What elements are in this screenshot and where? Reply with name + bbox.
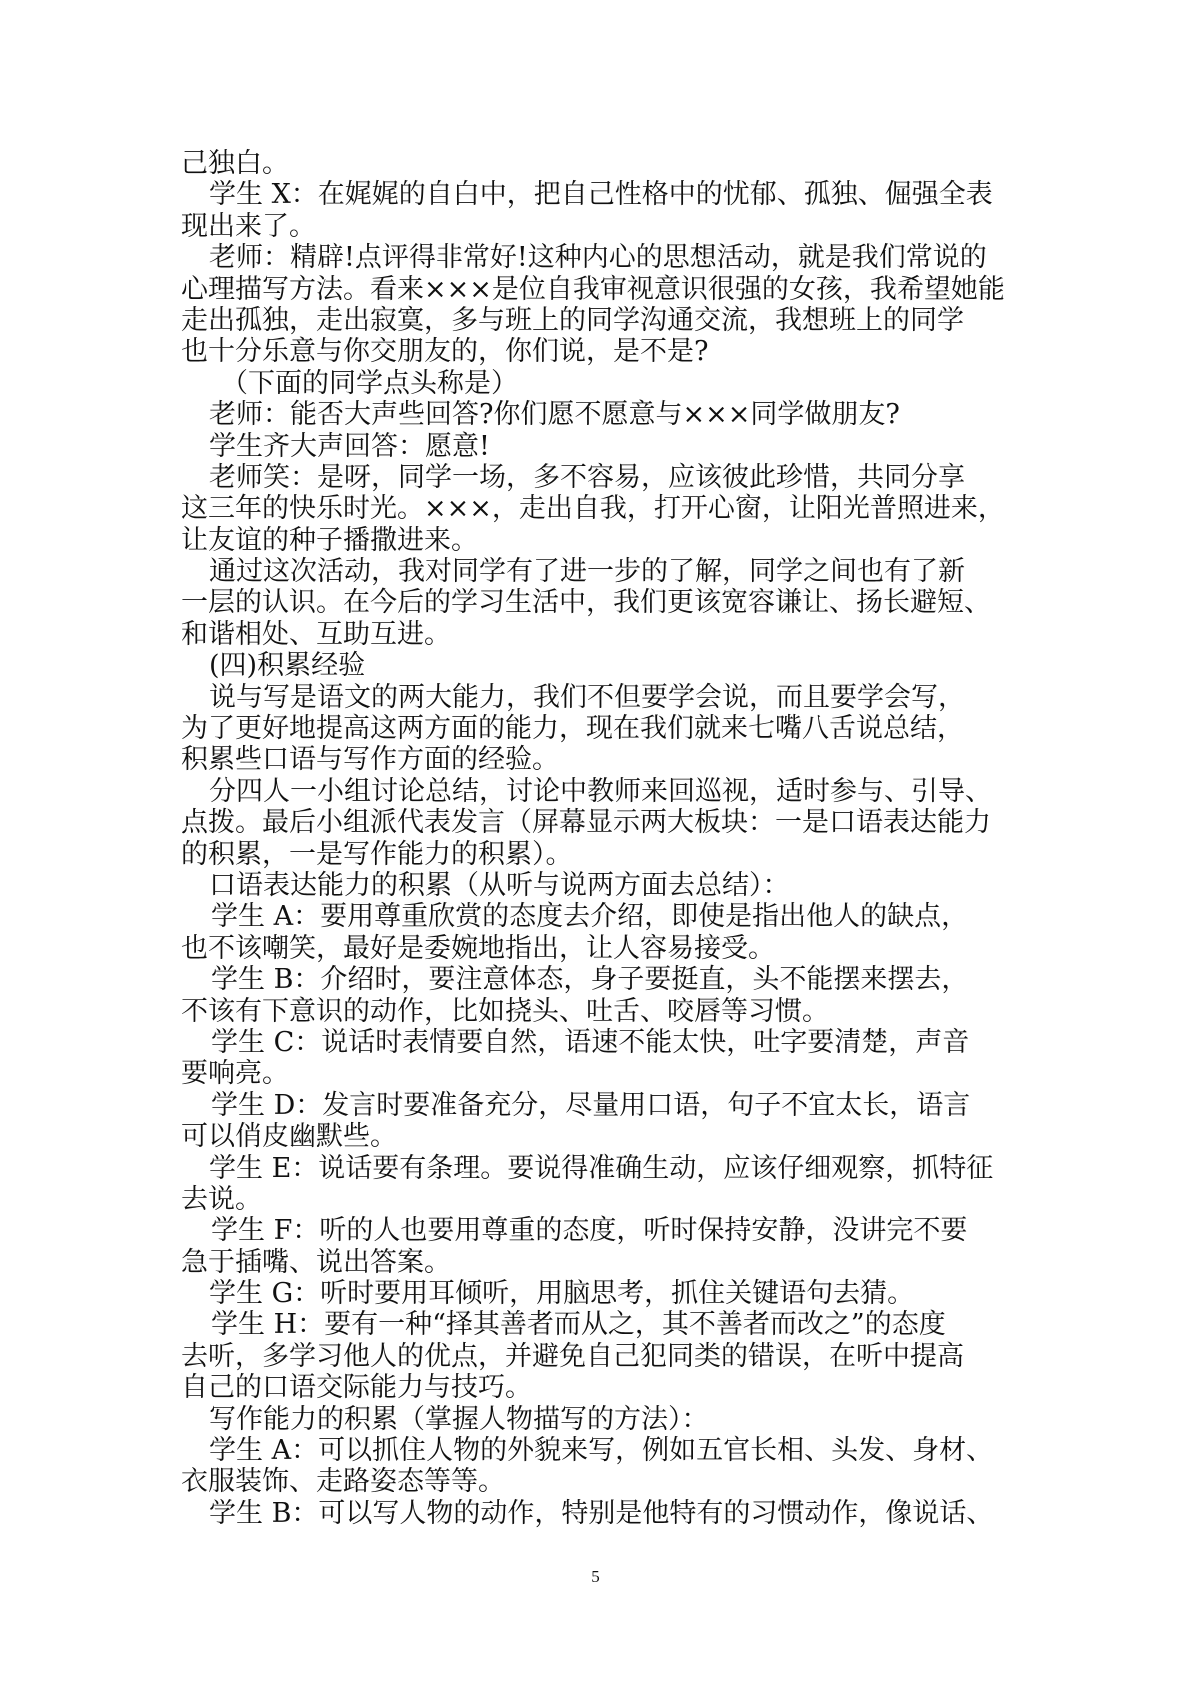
text-line: 分四人一小组讨论总结，讨论中教师来回巡视，适时参与、引导、 bbox=[209, 775, 992, 807]
text-line: 学生 F：听的人也要用尊重的态度，听时保持安静，没讲完不要 bbox=[211, 1215, 968, 1247]
section-heading: (四)积累经验 bbox=[209, 650, 366, 682]
text-line: 和谐相处、互助互进。 bbox=[181, 618, 451, 650]
text-line: 急于插嘴、说出答案。 bbox=[181, 1246, 451, 1278]
text-line: 这三年的快乐时光。×××，走出自我，打开心窗，让阳光普照进来， bbox=[181, 493, 1005, 525]
document-body bbox=[181, 148, 1016, 1529]
text-line: 积累些口语与写作方面的经验。 bbox=[181, 744, 559, 776]
text-line: 学生 E：说话要有条理。要说得准确生动，应该仔细观察，抓特征 bbox=[209, 1152, 994, 1184]
text-line: 学生 B：介绍时，要注意体态，身子要挺直，头不能摆来摆去， bbox=[211, 964, 969, 996]
text-line: 去听，多学习他人的优点，并避免自己犯同类的错误，在听中提高 bbox=[181, 1340, 964, 1372]
text-line: 学生 A：可以抓住人物的外貌来写，例如五官长相、头发、身材、 bbox=[209, 1435, 994, 1467]
text-line: 去说。 bbox=[181, 1183, 262, 1215]
text-line: 心理描写方法。看来×××是位自我审视意识很强的女孩，我希望她能 bbox=[181, 273, 1005, 305]
text-line: 己独白。 bbox=[181, 148, 289, 179]
text-line: 为了更好地提高这两方面的能力，现在我们就来七嘴八舌说总结， bbox=[181, 713, 964, 745]
page-number: 5 bbox=[591, 1567, 600, 1586]
text-line: 学生 C：说话时表情要自然，语速不能太快，吐字要清楚，声音 bbox=[211, 1026, 970, 1058]
text-line: 说与写是语文的两大能力，我们不但要学会说，而且要学会写， bbox=[209, 681, 965, 713]
text-line: 学生齐大声回答：愿意! bbox=[209, 430, 490, 462]
text-line: 现出来了。 bbox=[181, 210, 316, 242]
text-line: 学生 H：要有一种“择其善者而从之，其不善者而改之”的态度 bbox=[211, 1309, 946, 1341]
text-line: （下面的同学点头称是） bbox=[221, 367, 518, 399]
text-line: 学生 G：听时要用耳倾听，用脑思考，抓住关键语句去猜。 bbox=[209, 1278, 915, 1310]
text-line: 老师：能否大声些回答?你们愿不愿意与×××同学做朋友? bbox=[209, 399, 900, 431]
text-line: 老师：精辟!点评得非常好!这种内心的思想活动，就是我们常说的 bbox=[209, 242, 987, 274]
text-line: 让友谊的种子播撒进来。 bbox=[181, 524, 478, 556]
text-line: 学生 D：发言时要准备充分，尽量用口语，句子不宜太长，语言 bbox=[211, 1089, 971, 1121]
text-line: 老师笑：是呀，同学一场，多不容易，应该彼此珍惜，共同分享 bbox=[209, 461, 965, 493]
text-line: 的积累，一是写作能力的积累）。 bbox=[181, 838, 573, 870]
text-line: 口语表达能力的积累（从听与说两方面去总结）： bbox=[209, 869, 790, 901]
text-line: 要响亮。 bbox=[181, 1058, 289, 1090]
text-line: 学生 B：可以写人物的动作，特别是他特有的习惯动作，像说话、 bbox=[209, 1497, 994, 1529]
text-line: 自己的口语交际能力与技巧。 bbox=[181, 1372, 532, 1404]
text-line: 通过这次活动，我对同学有了进一步的了解，同学之间也有了新 bbox=[209, 556, 965, 588]
text-line: 一层的认识。在今后的学习生活中，我们更该宽容谦让、扬长避短、 bbox=[181, 587, 991, 619]
text-line: 衣服装饰、走路姿态等等。 bbox=[181, 1466, 505, 1498]
text-line: 学生 X：在娓娓的自白中，把自己性格中的忧郁、孤独、倔强全表 bbox=[209, 179, 993, 211]
text-line: 学生 A：要用尊重欣赏的态度去介绍，即使是指出他人的缺点， bbox=[211, 901, 969, 933]
text-line: 可以俏皮幽默些。 bbox=[181, 1121, 397, 1153]
text-line: 也不该嘲笑，最好是委婉地指出，让人容易接受。 bbox=[181, 932, 775, 964]
text-line: 写作能力的积累（掌握人物描写的方法）： bbox=[209, 1403, 709, 1435]
text-line: 不该有下意识的动作，比如挠头、吐舌、咬唇等习惯。 bbox=[181, 995, 829, 1027]
text-line: 也十分乐意与你交朋友的，你们说，是不是? bbox=[181, 336, 709, 368]
text-line: 点拨。最后小组派代表发言（屏幕显示两大板块：一是口语表达能力 bbox=[181, 807, 991, 839]
text-line: 走出孤独，走出寂寞，多与班上的同学沟通交流，我想班上的同学 bbox=[181, 304, 964, 336]
